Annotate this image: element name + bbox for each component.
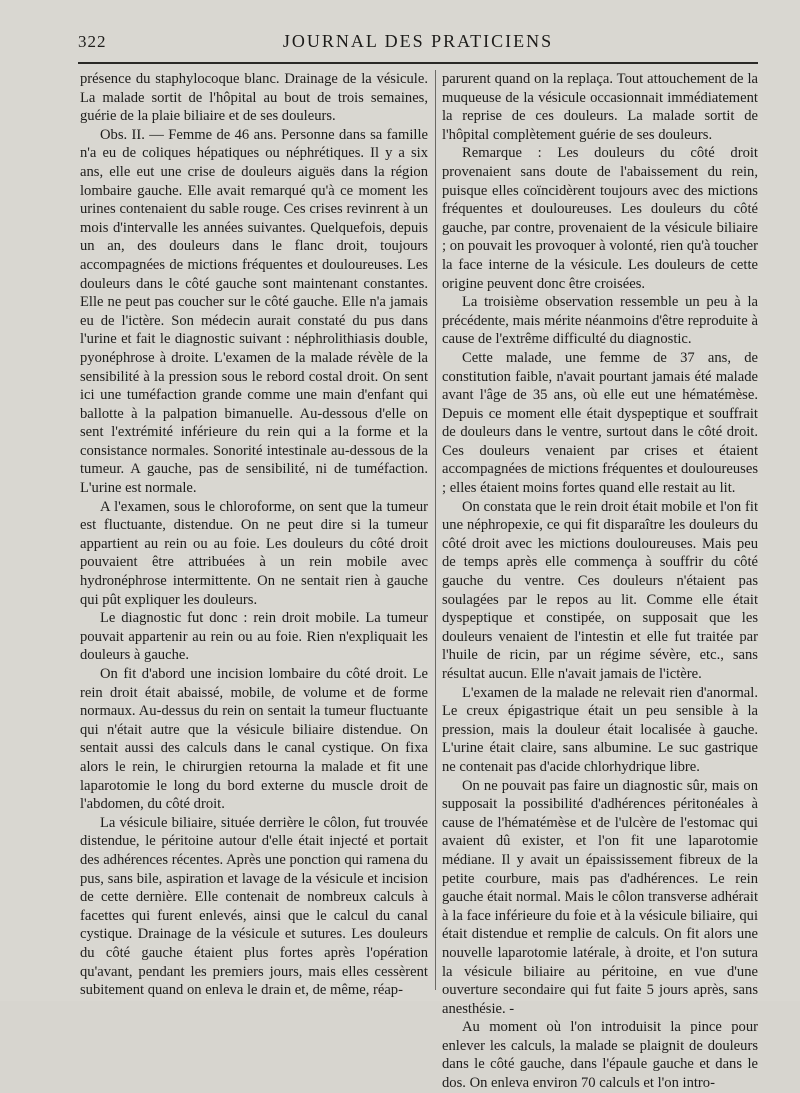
right-column	[442, 70, 758, 1092]
running-header	[78, 30, 758, 56]
paragraph: La vésicule biliaire, située derrière le côlon, fut trouvée distendue, le péritoine autour d'elle était injecté et portait des adhérences récentes. Après une ponction qui ramena du pus, sans bile, aspiration et lavage de la vésicule et incision de cette dernière. Elle contenait de nombreux calculs à facettes qui furent enlevés, ainsi que le calcul du canal cystique. Drainage de la vésicule et sutures. Les douleurs du côté gauche étaient plus fortes après l'opération qu'avant, pendant les premiers jours, mais elles cessèrent subitement quand on enleva le drain et, de même, réap-	[80, 814, 428, 999]
paragraph: On fit d'abord une incision lombaire du côté droit. Le rein droit était abaissé, mobile, de volume et de forme normaux. Au-dessus du rein on sentait la tumeur fluctuante qui n'était autre que la vésicule biliaire distendue. On sentait aussi des calculs dans le canal cystique. On fixa alors le rein, le chirurgien retourna la malade et fit une laparotomie le long du bord externe du muscle droit de l'abdomen, du côté droit.	[80, 666, 428, 813]
paragraph: A l'examen, sous le chloroforme, on sent que la tumeur est fluctuante, distendue. On ne peut dire si la tumeur appartient au rein ou au foie. Les douleurs du côté droit pouvaient être attribuées à un rein mobile avec hydronéphrose intermittente. On ne sentait rien à gauche qui pût expliquer les douleurs.	[80, 498, 428, 608]
left-column	[80, 70, 428, 999]
paragraph: Obs. II. — Femme de 46 ans. Personne dans sa famille n'a eu de coliques hépatiques ou néphrétiques. Il y a six ans, elle eut une crise de douleurs aiguës dans la région lombaire gauche. Elle avait remarqué qu'à ce moment les urines contenaient du sable rouge. Ces crises revinrent à un mois d'intervalle les années suivantes. Quelquefois, depuis un an, des douleurs dans le flanc droit, toujours accompagnées de mictions fréquentes et douloureuses. Les douleurs dans le côté gauche sont maintenant constantes. Elle ne peut pas coucher sur le côté gauche. Elle n'a jamais eu de l'ictère. Son médecin aurait constaté du pus dans l'urine et fait le diagnostic suivant : néphrolithiasis double, pyonéphrose à droite. L'examen de la malade révèle de la sensibilité à la pression sous le rebord costal droit. On sent ici une tuméfaction grande comme une main d'enfant qui ballotte à la palpation bimanuelle. Au-dessous d'elle on sent l'extrémité inférieure du rein qui a la forme et la consistance normales. Sonorité intestinale au-dessous de la tumeur. A gauche, pas de sensibilité, ni de tuméfaction. L'urine est normale.	[80, 126, 428, 497]
column-divider	[435, 70, 436, 990]
paragraph: Le diagnostic fut donc : rein droit mobile. La tumeur pouvait appartenir au rein ou au foie. Rien n'expliquait les douleurs à gauche.	[80, 610, 428, 664]
paragraph: On ne pouvait pas faire un diagnostic sûr, mais on supposait la possibilité d'adhérences péritonéales à cause de l'hématémèse et de l'ulcère de l'estomac qui avaient dû exister, et l'on fit une laparotomie médiane. Il y avait un épaississement fibreux de la petite courbure, mais pas d'adhérences. Le rein gauche était normal. Mais le côlon transverse adhérait à la face inférieure du foie et à la vésicule biliaire, qui était distendue et remplie de calculs. On fit alors une nouvelle laparotomie latérale, à droite, et l'on sutura la vésicule biliaire au péritoine, en vue d'une ouverture secondaire qui fut faite 5 jours après, sans anesthésie. -	[442, 777, 758, 1017]
page-number: 322	[78, 32, 107, 51]
journal-title: JOURNAL DES PRATICIENS	[282, 31, 554, 51]
paragraph: présence du staphylocoque blanc. Drainage de la vésicule. La malade sortit de l'hôpital au bout de trois semaines, guérie de la plaie biliaire et de ses douleurs.	[80, 71, 428, 125]
paragraph: Remarque : Les douleurs du côté droit provenaient sans doute de l'abaissement du rein, puisque elles coïncidèrent toujours avec des mictions fréquentes et douloureuses. Les douleurs du côté gauche, par contre, provenaient de la vésicule biliaire ; on pouvait les provoquer à volonté, rien qu'à toucher la face interne de la vésicule. Les douleurs de cette origine peuvent donc être croisées.	[442, 145, 758, 292]
paragraph: Cette malade, une femme de 37 ans, de constitution faible, n'avait pourtant jamais été malade avant l'âge de 35 ans, où elle eut une hématémèse. Depuis ce moment elle était dyspeptique et souffrait de douleurs dans le ventre, surtout dans le côté droit. Ces douleurs venaient par crises et étaient accompagnées de mictions fréquentes et douloureuses ; elles étaient moins fortes quand elle restait au lit.	[442, 349, 758, 497]
paragraph: On constata que le rein droit était mobile et l'on fit une néphropexie, ce qui fit disparaître les douleurs du côté droit avec les mictions douloureuses. Mais peu de temps après elle commença à souffrir du côté gauche du ventre. Ces douleurs n'étaient pas soulagées par le repos au lit. Comme elle était dyspeptique et constipée, on supposait que les douleurs venaient de l'intestin et elle fut traitée par l'huile de ricin, par un régime sévère, etc., sans résultat aucun. Elle n'avait jamais de l'ictère.	[442, 498, 758, 682]
paragraph: La troisième observation ressemble un peu à la précédente, mais mérite néanmoins d'être reproduite à cause de l'extrême difficulté du diagnostic.	[442, 294, 758, 348]
header-rule	[78, 62, 758, 64]
paragraph: L'examen de la malade ne relevait rien d'anormal. Le creux épigastrique était un peu sensible à la pression, mais la douleur était localisée à gauche. L'urine était claire, sans albumine. Le suc gastrique ne contenait pas d'acide chlorhydrique libre.	[442, 684, 758, 775]
paragraph: Au moment où l'on introduisit la pince pour enlever les calculs, la malade se plaignit de douleurs dans le côté gauche, dans l'épaule gauche et dans le dos. On enleva environ 70 calculs et l'on intro-	[442, 1019, 758, 1092]
paragraph: parurent quand on la replaça. Tout attouchement de la muqueuse de la vésicule occasionnait immédiatement la reprise de ces douleurs. La malade sortit de l'hôpital complètement guérie de ses douleurs.	[442, 71, 758, 143]
